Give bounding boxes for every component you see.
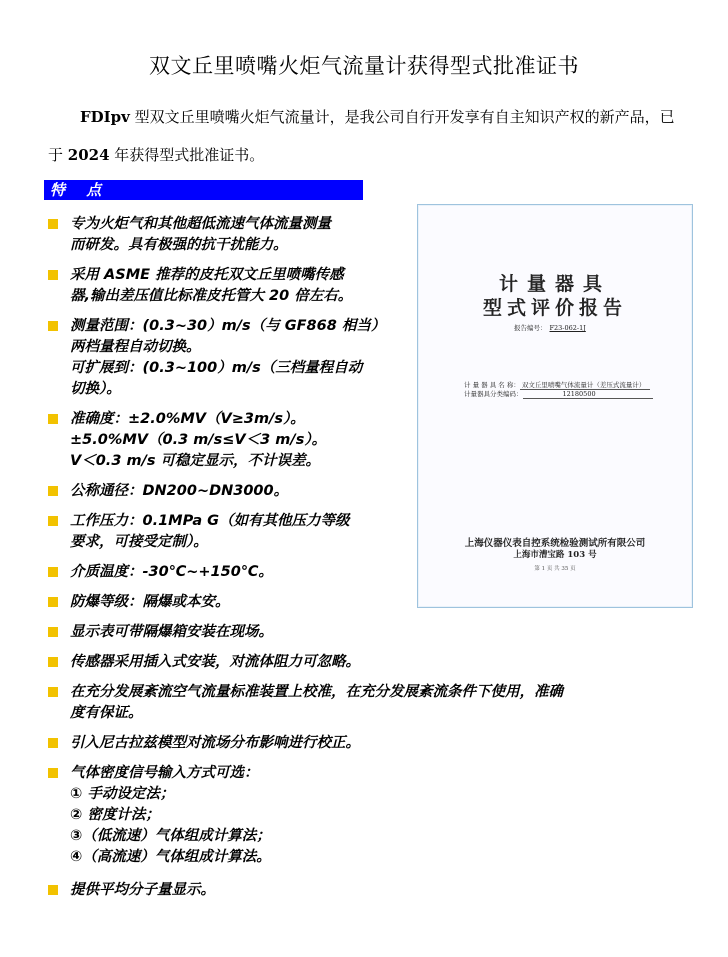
feature-line: 气体密度信号输入方式可选： bbox=[70, 765, 259, 781]
feature-line: 工作压力：0.1MPa G（如有其他压力等级 bbox=[70, 513, 350, 529]
feature-item bbox=[48, 316, 400, 400]
feature-line: 要求，可接受定制）。 bbox=[70, 534, 208, 550]
feature-line: 采用 ASME 推荐的皮托双文丘里喷嘴传感 bbox=[70, 267, 344, 283]
feature-line: 传感器采用插入式安装，对流体阻力可忽略。 bbox=[70, 654, 360, 670]
square-bullet-icon bbox=[48, 885, 58, 895]
certificate-image bbox=[417, 204, 693, 608]
model-name: FDIpv bbox=[80, 108, 130, 126]
feature-line: 切换）。 bbox=[70, 381, 121, 397]
square-bullet-icon bbox=[48, 657, 58, 667]
instrument-name-label: 计 量 器 具 名 称： bbox=[464, 381, 520, 389]
feature-line: 介质温度：-30℃~+150℃。 bbox=[70, 564, 273, 580]
certificate-organization: 上海仪器仪表自控系统检验测试所有限公司 bbox=[464, 538, 646, 549]
feature-item bbox=[48, 733, 668, 754]
page-title: 双文丘里喷嘴火炬气流量计获得型式批准证书 bbox=[149, 54, 579, 78]
feature-line: 防爆等级：隔爆或本安。 bbox=[70, 594, 230, 610]
square-bullet-icon bbox=[48, 486, 58, 496]
certificate-address: 上海市漕宝路 103 号 bbox=[513, 550, 597, 560]
square-bullet-icon bbox=[48, 414, 58, 424]
certificate-title-line1: 计量器具 bbox=[498, 273, 611, 295]
report-number-value: F23-062-1J bbox=[549, 324, 586, 332]
feature-line: 度有保证。 bbox=[70, 705, 143, 721]
square-bullet-icon bbox=[48, 567, 58, 577]
certificate-category-code bbox=[464, 389, 653, 399]
category-code-label: 计量器具分类编码： bbox=[464, 390, 523, 398]
square-bullet-icon bbox=[48, 516, 58, 526]
intro-paragraph bbox=[48, 98, 678, 174]
intro-text-2: 年获得型式批准证书。 bbox=[109, 146, 265, 164]
feature-item bbox=[48, 880, 668, 901]
feature-line: 两档量程自动切换。 bbox=[70, 339, 201, 355]
category-code-value: 12180500 bbox=[523, 390, 653, 399]
square-bullet-icon bbox=[48, 768, 58, 778]
feature-line: 引入尼古拉兹模型对流场分布影响进行校正。 bbox=[70, 735, 360, 751]
feature-line: ③（低流速）气体组成计算法； bbox=[70, 828, 271, 844]
feature-line: V＜0.3 m/s 可稳定显示，不计误差。 bbox=[70, 453, 321, 469]
feature-line: 测量范围：(0.3~30）m/s（与 GF868 相当） bbox=[70, 318, 386, 334]
feature-line: 可扩展到：(0.3~100）m/s（三档量程自动 bbox=[70, 360, 363, 376]
feature-line: 准确度：±2.0%MV（V≥3m/s）。 bbox=[70, 411, 305, 427]
section-header-features: 特 点 bbox=[44, 180, 363, 200]
certificate-report-number bbox=[514, 323, 586, 332]
feature-line: ±5.0%MV（0.3 m/s≤V＜3 m/s）。 bbox=[70, 432, 327, 448]
certificate-title-line2: 型式评价报告 bbox=[482, 297, 627, 319]
square-bullet-icon bbox=[48, 597, 58, 607]
feature-line: 公称通径：DN200~DN3000。 bbox=[70, 483, 289, 499]
square-bullet-icon bbox=[48, 687, 58, 697]
feature-item bbox=[48, 682, 668, 724]
certificate-year: 2024 bbox=[67, 146, 110, 164]
intro-text-1: 型双文丘里喷嘴火炬气流量计，是我公司自行开发享有自主知识产权的新产品，已于 bbox=[48, 108, 675, 164]
square-bullet-icon bbox=[48, 627, 58, 637]
feature-item bbox=[48, 214, 400, 256]
feature-item bbox=[48, 481, 400, 502]
feature-line: ④（高流速）气体组成计算法。 bbox=[70, 849, 271, 865]
feature-line: 专为火炬气和其他超低流速气体流量测量 bbox=[70, 216, 331, 232]
instrument-name-value: 双文丘里喷嘴气体流量计（差压式流量计） bbox=[520, 380, 650, 390]
feature-line: 而研发。具有极强的抗干扰能力。 bbox=[70, 237, 288, 253]
feature-line: 显示表可带隔爆箱安装在现场。 bbox=[70, 624, 273, 640]
square-bullet-icon bbox=[48, 219, 58, 229]
feature-line: 在充分发展紊流空气流量标准装置上校准，在充分发展紊流条件下使用，准确 bbox=[70, 684, 563, 700]
feature-item bbox=[48, 763, 668, 868]
feature-item bbox=[48, 592, 400, 613]
feature-item bbox=[48, 562, 400, 583]
square-bullet-icon bbox=[48, 270, 58, 280]
feature-item bbox=[48, 622, 668, 643]
square-bullet-icon bbox=[48, 321, 58, 331]
feature-item bbox=[48, 511, 400, 553]
feature-item bbox=[48, 652, 668, 673]
report-number-label: 报告编号： bbox=[514, 324, 547, 332]
square-bullet-icon bbox=[48, 738, 58, 748]
feature-line: ② 密度计法； bbox=[70, 807, 160, 823]
feature-line: 提供平均分子量显示。 bbox=[70, 882, 215, 898]
feature-item bbox=[48, 265, 400, 307]
certificate-page-number: 第 1 页 共 35 页 bbox=[534, 566, 576, 572]
feature-line: ① 手动设定法； bbox=[70, 786, 175, 802]
feature-line: 器,输出差压值比标准皮托管大 20 倍左右。 bbox=[70, 288, 353, 304]
feature-item bbox=[48, 409, 400, 472]
